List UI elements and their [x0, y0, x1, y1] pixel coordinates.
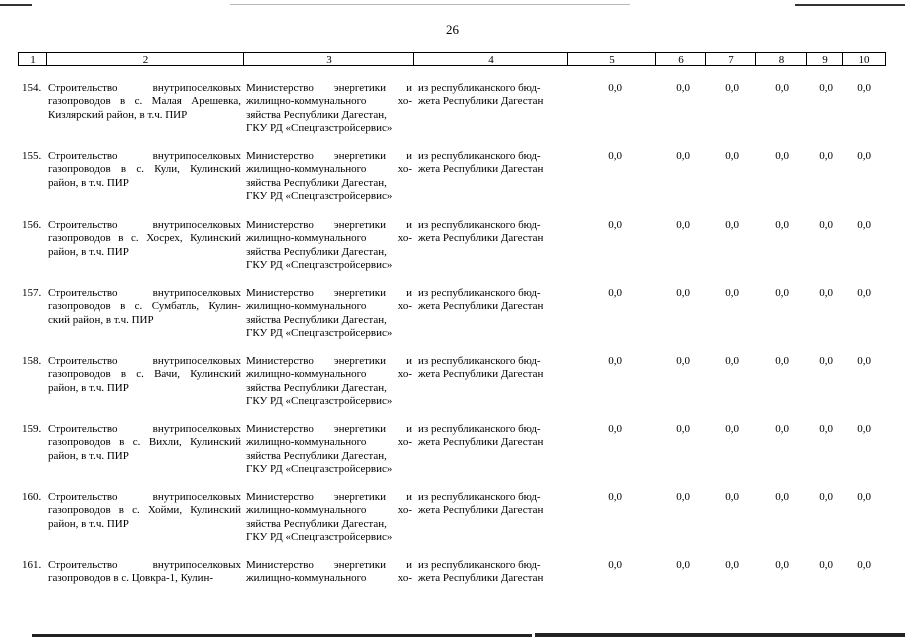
text-line: газопроводов в с. Сумбатль, Кулин-	[48, 300, 241, 313]
text-line: из республиканского бюд-	[418, 219, 541, 231]
value-cell-col-6: 0,0	[676, 219, 690, 231]
executor-cell	[246, 491, 412, 544]
value-cell-col-9: 0,0	[819, 219, 833, 231]
value-cell-col-8: 0,0	[775, 491, 789, 503]
value-cell-col-7: 0,0	[725, 287, 739, 299]
value-cell-col-8: 0,0	[775, 219, 789, 231]
value-cell-col-5: 0,0	[608, 559, 622, 571]
text-line: зяйства Республики Дагестан,	[246, 517, 387, 530]
value-cell-col-10: 0,0	[857, 423, 871, 435]
row-number: 155.	[22, 150, 42, 162]
text-line: Министерство энергетики и	[246, 150, 412, 162]
text-line: ГКУ РД «Спецгазстройсервис»	[246, 189, 393, 202]
text-line: газопроводов в с. Цовкра-1, Кулин-	[48, 572, 214, 585]
value-cell-col-6: 0,0	[676, 559, 690, 571]
funding-source-cell	[418, 219, 558, 246]
text-line: Строительство внутрипоселковых	[48, 423, 241, 435]
text-line: зяйства Республики Дагестан,	[246, 176, 387, 189]
executor-cell	[246, 559, 412, 586]
text-line: район, в т.ч. ПИР	[48, 449, 129, 462]
text-line: Строительство внутрипоселковых	[48, 559, 241, 571]
funding-source-cell	[418, 559, 558, 586]
page-number: 26	[446, 22, 459, 37]
value-cell-col-6: 0,0	[676, 287, 690, 299]
row-number: 154.	[22, 82, 42, 94]
object-name-cell	[48, 82, 241, 122]
text-line: ГКУ РД «Спецгазстройсервис»	[246, 258, 393, 271]
header-col-4: 4	[413, 52, 568, 66]
text-line: район, в т.ч. ПИР	[48, 381, 129, 394]
value-cell-col-5: 0,0	[608, 287, 622, 299]
header-col-2: 2	[46, 52, 244, 66]
row-number: 158.	[22, 355, 42, 367]
value-cell-col-8: 0,0	[775, 355, 789, 367]
text-line: жета Республики Дагестан	[418, 232, 544, 245]
funding-source-cell	[418, 287, 558, 314]
text-line: жета Республики Дагестан	[418, 163, 544, 176]
object-name-cell	[48, 219, 241, 259]
text-line: из республиканского бюд-	[418, 491, 541, 503]
header-col-8: 8	[755, 52, 807, 66]
value-cell-col-6: 0,0	[676, 355, 690, 367]
text-line: Министерство энергетики и	[246, 82, 412, 94]
header-col-9: 9	[806, 52, 843, 66]
value-cell-col-5: 0,0	[608, 423, 622, 435]
value-cell-col-5: 0,0	[608, 219, 622, 231]
object-name-cell	[48, 150, 241, 190]
text-line: район, в т.ч. ПИР	[48, 245, 129, 258]
text-line: ГКУ РД «Спецгазстройсервис»	[246, 394, 393, 407]
funding-source-cell	[418, 150, 558, 177]
text-line: ГКУ РД «Спецгазстройсервис»	[246, 326, 393, 339]
value-cell-col-10: 0,0	[857, 150, 871, 162]
scan-edge-bottom	[0, 632, 905, 640]
object-name-cell	[48, 287, 241, 327]
text-line: ГКУ РД «Спецгазстройсервис»	[246, 462, 393, 475]
text-line: Министерство энергетики и	[246, 559, 412, 571]
text-line: жета Республики Дагестан	[418, 504, 544, 517]
value-cell-col-9: 0,0	[819, 82, 833, 94]
text-line: Министерство энергетики и	[246, 287, 412, 299]
text-line: Строительство внутрипоселковых	[48, 150, 241, 162]
text-line: зяйства Республики Дагестан,	[246, 313, 387, 326]
text-line: Строительство внутрипоселковых	[48, 82, 241, 94]
text-line: жилищно-коммунального хо-	[246, 163, 412, 176]
value-cell-col-8: 0,0	[775, 82, 789, 94]
funding-source-cell	[418, 355, 558, 382]
text-line: район, в т.ч. ПИР	[48, 517, 129, 530]
value-cell-col-8: 0,0	[775, 287, 789, 299]
row-number: 157.	[22, 287, 42, 299]
text-line: Строительство внутрипоселковых	[48, 219, 241, 231]
text-line: газопроводов в с. Малая Арешевка,	[48, 95, 241, 108]
value-cell-col-8: 0,0	[775, 150, 789, 162]
scan-edge-top	[0, 0, 905, 6]
text-line: Министерство энергетики и	[246, 219, 412, 231]
text-line: из республиканского бюд-	[418, 559, 541, 571]
value-cell-col-6: 0,0	[676, 423, 690, 435]
value-cell-col-10: 0,0	[857, 355, 871, 367]
value-cell-col-7: 0,0	[725, 355, 739, 367]
text-line: из республиканского бюд-	[418, 423, 541, 435]
text-line: зяйства Республики Дагестан,	[246, 381, 387, 394]
row-number: 156.	[22, 219, 42, 231]
object-name-cell	[48, 423, 241, 463]
object-name-cell	[48, 559, 241, 586]
value-cell-col-5: 0,0	[608, 355, 622, 367]
text-line: жилищно-коммунального хо-	[246, 300, 412, 313]
text-line: Строительство внутрипоселковых	[48, 355, 241, 367]
value-cell-col-10: 0,0	[857, 82, 871, 94]
text-line: газопроводов в с. Вачи, Кулинский	[48, 368, 241, 381]
header-col-10: 10	[842, 52, 886, 66]
text-line: жета Республики Дагестан	[418, 300, 544, 313]
text-line: газопроводов в с. Хосрех, Кулинский	[48, 232, 241, 245]
executor-cell	[246, 219, 412, 272]
text-line: жета Республики Дагестан	[418, 368, 544, 381]
header-col-6: 6	[655, 52, 706, 66]
text-line: район, в т.ч. ПИР	[48, 176, 129, 189]
executor-cell	[246, 423, 412, 476]
executor-cell	[246, 82, 412, 135]
text-line: Кизлярский район, в т.ч. ПИР	[48, 108, 188, 121]
value-cell-col-9: 0,0	[819, 491, 833, 503]
text-line: жилищно-коммунального хо-	[246, 572, 412, 585]
executor-cell	[246, 150, 412, 203]
value-cell-col-7: 0,0	[725, 423, 739, 435]
executor-cell	[246, 287, 412, 340]
value-cell-col-6: 0,0	[676, 150, 690, 162]
row-number: 160.	[22, 491, 42, 503]
text-line: из республиканского бюд-	[418, 287, 541, 299]
text-line: зяйства Республики Дагестан,	[246, 108, 387, 121]
value-cell-col-10: 0,0	[857, 219, 871, 231]
text-line: жилищно-коммунального хо-	[246, 95, 412, 108]
text-line: жета Республики Дагестан	[418, 572, 544, 585]
value-cell-col-5: 0,0	[608, 150, 622, 162]
header-col-3: 3	[243, 52, 414, 66]
value-cell-col-10: 0,0	[857, 559, 871, 571]
row-number: 161.	[22, 559, 42, 571]
value-cell-col-7: 0,0	[725, 82, 739, 94]
text-line: жета Республики Дагестан	[418, 95, 544, 108]
text-line: Строительство внутрипоселковых	[48, 287, 241, 299]
text-line: ГКУ РД «Спецгазстройсервис»	[246, 530, 393, 543]
scan-artifact-line	[230, 4, 630, 5]
text-line: ский район, в т.ч. ПИР	[48, 313, 154, 326]
text-line: Министерство энергетики и	[246, 491, 412, 503]
object-name-cell	[48, 491, 241, 531]
text-line: из республиканского бюд-	[418, 150, 541, 162]
value-cell-col-7: 0,0	[725, 150, 739, 162]
funding-source-cell	[418, 423, 558, 450]
text-line: Министерство энергетики и	[246, 423, 412, 435]
header-col-5: 5	[567, 52, 656, 66]
value-cell-col-10: 0,0	[857, 491, 871, 503]
value-cell-col-7: 0,0	[725, 491, 739, 503]
header-col-1: 1	[18, 52, 47, 66]
text-line: из республиканского бюд-	[418, 82, 541, 94]
value-cell-col-9: 0,0	[819, 559, 833, 571]
text-line: жилищно-коммунального хо-	[246, 504, 412, 517]
value-cell-col-10: 0,0	[857, 287, 871, 299]
value-cell-col-9: 0,0	[819, 423, 833, 435]
funding-source-cell	[418, 82, 558, 109]
value-cell-col-9: 0,0	[819, 287, 833, 299]
text-line: жилищно-коммунального хо-	[246, 436, 412, 449]
value-cell-col-6: 0,0	[676, 491, 690, 503]
executor-cell	[246, 355, 412, 408]
value-cell-col-8: 0,0	[775, 423, 789, 435]
text-line: жилищно-коммунального хо-	[246, 368, 412, 381]
text-line: из республиканского бюд-	[418, 355, 541, 367]
text-line: жета Республики Дагестан	[418, 436, 544, 449]
text-line: газопроводов в с. Кули, Кулинский	[48, 163, 241, 176]
text-line: Строительство внутрипоселковых	[48, 491, 241, 503]
value-cell-col-7: 0,0	[725, 559, 739, 571]
text-line: зяйства Республики Дагестан,	[246, 245, 387, 258]
header-col-7: 7	[705, 52, 756, 66]
funding-source-cell	[418, 491, 558, 518]
text-line: ГКУ РД «Спецгазстройсервис»	[246, 121, 393, 134]
value-cell-col-9: 0,0	[819, 355, 833, 367]
value-cell-col-8: 0,0	[775, 559, 789, 571]
object-name-cell	[48, 355, 241, 395]
text-line: жилищно-коммунального хо-	[246, 232, 412, 245]
text-line: Министерство энергетики и	[246, 355, 412, 367]
text-line: газопроводов в с. Хойми, Кулинский	[48, 504, 241, 517]
value-cell-col-5: 0,0	[608, 491, 622, 503]
value-cell-col-9: 0,0	[819, 150, 833, 162]
text-line: газопроводов в с. Вихли, Кулинский	[48, 436, 241, 449]
value-cell-col-6: 0,0	[676, 82, 690, 94]
value-cell-col-5: 0,0	[608, 82, 622, 94]
text-line: зяйства Республики Дагестан,	[246, 449, 387, 462]
value-cell-col-7: 0,0	[725, 219, 739, 231]
row-number: 159.	[22, 423, 42, 435]
